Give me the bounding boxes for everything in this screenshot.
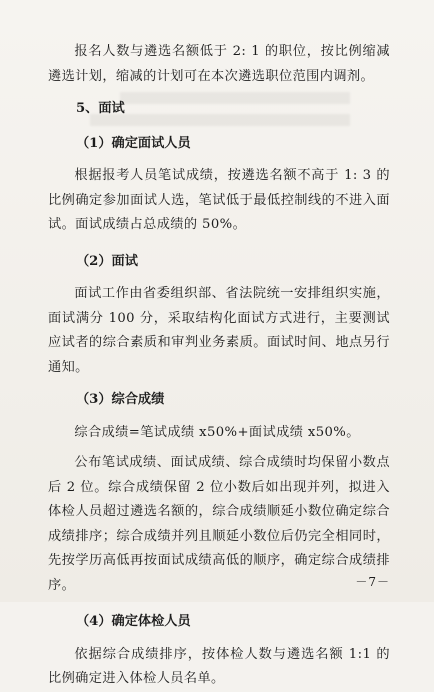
subheading-determine-interviewees: （1）确定面试人员 (76, 135, 191, 151)
paragraph-determine-interviewees: 根据报考人员笔试成绩，按遴选名额不高于 1: 3 的比例确定参加面试人选，笔试低于最低控制线的不进入面试。面试成绩占总成绩的 50%。 (48, 168, 390, 232)
intro-paragraph: 报名人数与遴选名额低于 2: 1 的职位，按比例缩减遴选计划，缩减的计划可在本次遴选职位范围内调剂。 (48, 44, 390, 84)
paragraph-score-rules: 公布笔试成绩、面试成绩、综合成绩时均保留小数点后 2 位。综合成绩保留 2 位小数后如出现并列，拟进入体检人员超过遴选名额的，综合成绩顺延小数位确定综合成绩排序；综合成绩并列且顺延小数位后仍完全相同时，先按学历高低再按面试成绩高低的顺序，确定综合成绩排序。 (48, 455, 390, 593)
bleed-through-shadow (90, 114, 350, 126)
subheading-interview: （2）面试 (76, 253, 138, 269)
page-number: －7－ (355, 575, 390, 589)
bleed-through-shadow (120, 92, 350, 104)
section-heading-interview: 5、面试 (76, 101, 125, 116)
subheading-medical-check: （4）确定体检人员 (76, 614, 191, 629)
paragraph-interview: 面试工作由省委组织部、省法院统一安排组织实施，面试满分 100 分，采取结构化面试方式进行，主要测试应试者的综合素质和审判业务素质。面试时间、地点另行通知。 (48, 286, 390, 375)
paragraph-score-formula: 综合成绩=笔试成绩 x50%+面试成绩 x50%。 (74, 424, 360, 440)
paragraph-medical-check: 依据综合成绩排序，按体检人数与遴选名额 1:1 的比例确定进入体检人员名单。 (48, 646, 390, 686)
subheading-composite-score: （3）综合成绩 (76, 392, 165, 407)
